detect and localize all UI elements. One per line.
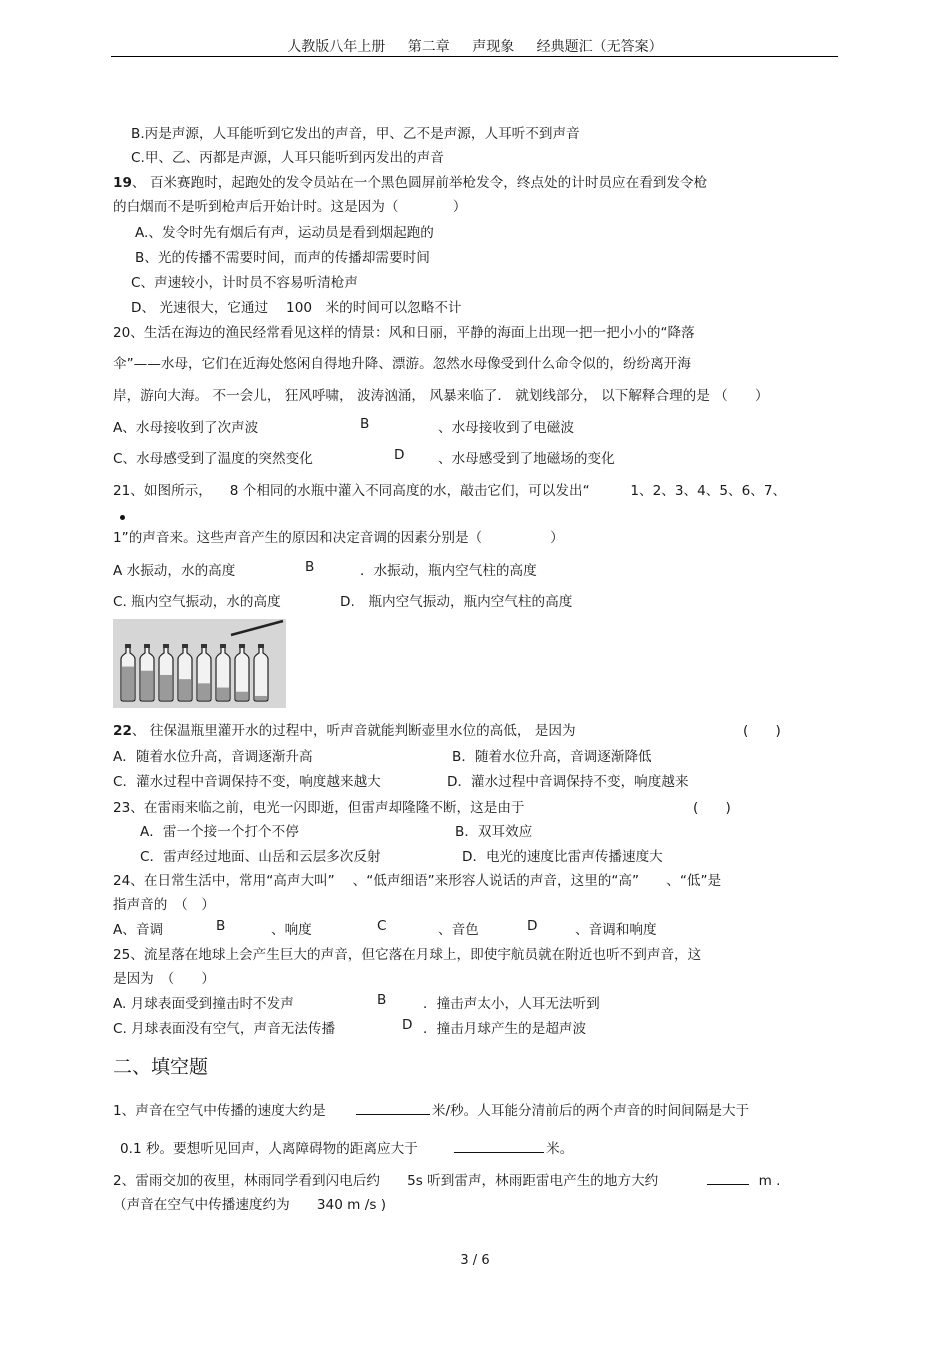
q25-stem-line2: 是因为 （ ） <box>113 971 215 987</box>
q23-option-d: D．电光的速度比雷声传播速度大 <box>462 849 663 865</box>
q22-option-b: B．随着水位升高，音调逐渐降低 <box>452 749 652 765</box>
q23-stem: 23、在雷雨来临之前，电光一闪即逝，但雷声却隆隆不断，这是由于 <box>113 800 525 816</box>
q25-option-b: ．撞击声太小，人耳无法听到 <box>423 996 600 1012</box>
q23-paren: ( ) <box>693 800 731 816</box>
header-topic: 声现象 <box>472 39 515 55</box>
q24-option-b-letter: B <box>216 918 226 934</box>
q25-option-d: ．撞击月球产生的是超声波 <box>423 1021 587 1037</box>
q20-option-b-letter: B <box>360 416 370 432</box>
section-fill-in-title: 二、填空题 <box>113 1056 209 1078</box>
q22-option-d: D．灌水过程中音调保持不变，响度越来 <box>447 774 689 790</box>
q19-stem-line1: 19、 百米赛跑时，起跑处的发令员站在一个黑色圆屏前举枪发令，终点处的计时员应在看到发令枪 <box>113 175 708 191</box>
q20-stem-line3: 岸，游向大海。 不一会儿， 狂风呼啸， 波涛汹涌， 风暴来临了． 就划线部分， 以下解释合理的是 （ ） <box>113 388 769 404</box>
fill1-line1: 1、声音在空气中传播的速度大约是 米/秒。人耳能分清前后的两个声音的时间间隔是大于 <box>113 1103 750 1119</box>
q19-option-d: D、 光速很大，它通过 100 米的时间可以忽略不计 <box>131 300 462 316</box>
q24-option-d-letter: D <box>527 918 538 934</box>
q23-option-c: C．雷声经过地面、山岳和云层多次反射 <box>140 849 381 865</box>
q24-stem-line1: 24、在日常生活中，常用“高声大叫” 、“低声细语”来形容人说话的声音，这里的“高” 、“低”是 <box>113 873 722 889</box>
q24-option-d: 、音调和响度 <box>575 922 657 938</box>
q22-stem: 22、 往保温瓶里灌开水的过程中，听声音就能判断壶里水位的高低， 是因为 <box>113 723 576 739</box>
q21-stem-line1: 21、如图所示， 8 个相同的水瓶中灌入不同高度的水，敲击它们，可以发出“ 1、2、3、4、5、6、7、 <box>113 483 787 499</box>
fill2-blank-distance[interactable] <box>707 1172 749 1185</box>
header-rule <box>111 56 838 57</box>
q21-stem-line2: 1”的声音来。这些声音产生的原因和决定音调的因素分别是（ ） <box>113 530 564 546</box>
q24-option-b: 、响度 <box>271 922 312 938</box>
high-note-dot <box>120 515 125 520</box>
fill2-line1: 2、雷雨交加的夜里，林雨同学看到闪电后约 5s 听到雷声，林雨距雷电产生的地方大约 m . <box>113 1173 781 1189</box>
q19-option-b: B、光的传播不需要时间，而声的传播却需要时间 <box>135 250 430 266</box>
q21-option-a: A 水振动，水的高度 <box>113 563 236 579</box>
q18-option-c: C.甲、乙、丙都是声源，人耳只能听到丙发出的声音 <box>131 150 444 166</box>
q20-stem-line2: 伞”——水母，它们在近海处悠闲自得地升降、漂游。忽然水母像受到什么命令似的，纷纷离开海 <box>113 356 691 372</box>
q24-stem-line2: 指声音的 （ ） <box>113 897 215 913</box>
q21-option-c: C. 瓶内空气振动，水的高度 <box>113 594 281 610</box>
q20-option-d: 、水母感受到了地磁场的变化 <box>438 451 615 467</box>
q22-option-c: C．灌水过程中音调保持不变，响度越来越大 <box>113 774 381 790</box>
q18-option-b: B.丙是声源，人耳能听到它发出的声音，甲、乙不是声源，人耳听不到声音 <box>131 126 580 142</box>
q23-option-a: A．雷一个接一个打个不停 <box>140 824 299 840</box>
q25-option-d-letter: D <box>402 1017 413 1033</box>
q24-option-a: A、音调 <box>113 922 164 938</box>
q20-stem-line1: 20、生活在海边的渔民经常看见这样的情景：风和日丽，平静的海面上出现一把一把小小的“降落 <box>113 325 695 341</box>
q24-option-c: 、音色 <box>438 922 479 938</box>
page-header <box>0 36 950 56</box>
q20-option-d-letter: D <box>394 447 405 463</box>
q22-paren: ( ) <box>743 723 781 739</box>
q20-option-a: A、水母接收到了次声波 <box>113 420 259 436</box>
fill1-line2: 0.1 秒。要想听见回声，人离障碍物的距离应大于 米。 <box>120 1141 574 1157</box>
bottles-figure <box>113 619 286 708</box>
fill2-line2: （声音在空气中传播速度约为 340 m /s ) <box>113 1197 387 1213</box>
q21-option-d: D. 瓶内空气振动，瓶内空气柱的高度 <box>340 594 573 610</box>
page-number: 3 / 6 <box>460 1253 490 1268</box>
header-chapter: 第二章 <box>407 39 450 55</box>
q20-option-b: 、水母接收到了电磁波 <box>438 420 574 436</box>
q22-number: 22 <box>113 723 132 739</box>
q19-number: 19 <box>113 175 132 191</box>
q20-option-c: C、水母感受到了温度的突然变化 <box>113 451 313 467</box>
header-title: 经典题汇（无答案） <box>536 39 663 55</box>
q23-option-b: B．双耳效应 <box>455 824 533 840</box>
q19-stem-line2: 的白烟而不是听到枪声后开始计时。这是因为（ ） <box>113 199 467 215</box>
q25-option-a: A. 月球表面受到撞击时不发声 <box>113 996 294 1012</box>
fill1-blank-distance[interactable] <box>454 1140 544 1153</box>
fill1-blank-speed[interactable] <box>356 1102 430 1115</box>
q19-option-c: C、声速较小，计时员不容易听清枪声 <box>131 275 358 291</box>
q25-option-b-letter: B <box>377 992 387 1008</box>
q22-option-a: A．随着水位升高，音调逐渐升高 <box>113 749 313 765</box>
q24-option-c-letter: C <box>377 918 387 934</box>
q25-stem-line1: 25、流星落在地球上会产生巨大的声音，但它落在月球上，即使宇航员就在附近也听不到声音，这 <box>113 947 702 963</box>
q25-option-c: C. 月球表面没有空气，声音无法传播 <box>113 1021 336 1037</box>
q21-option-b-letter: B <box>305 559 315 575</box>
bottles-illustration <box>113 619 286 708</box>
q21-option-b: ．水振动，瓶内空气柱的高度 <box>360 563 537 579</box>
q19-option-a: A.、发令时先有烟后有声，运动员是看到烟起跑的 <box>135 225 434 241</box>
header-book: 人教版八年上册 <box>287 39 386 55</box>
